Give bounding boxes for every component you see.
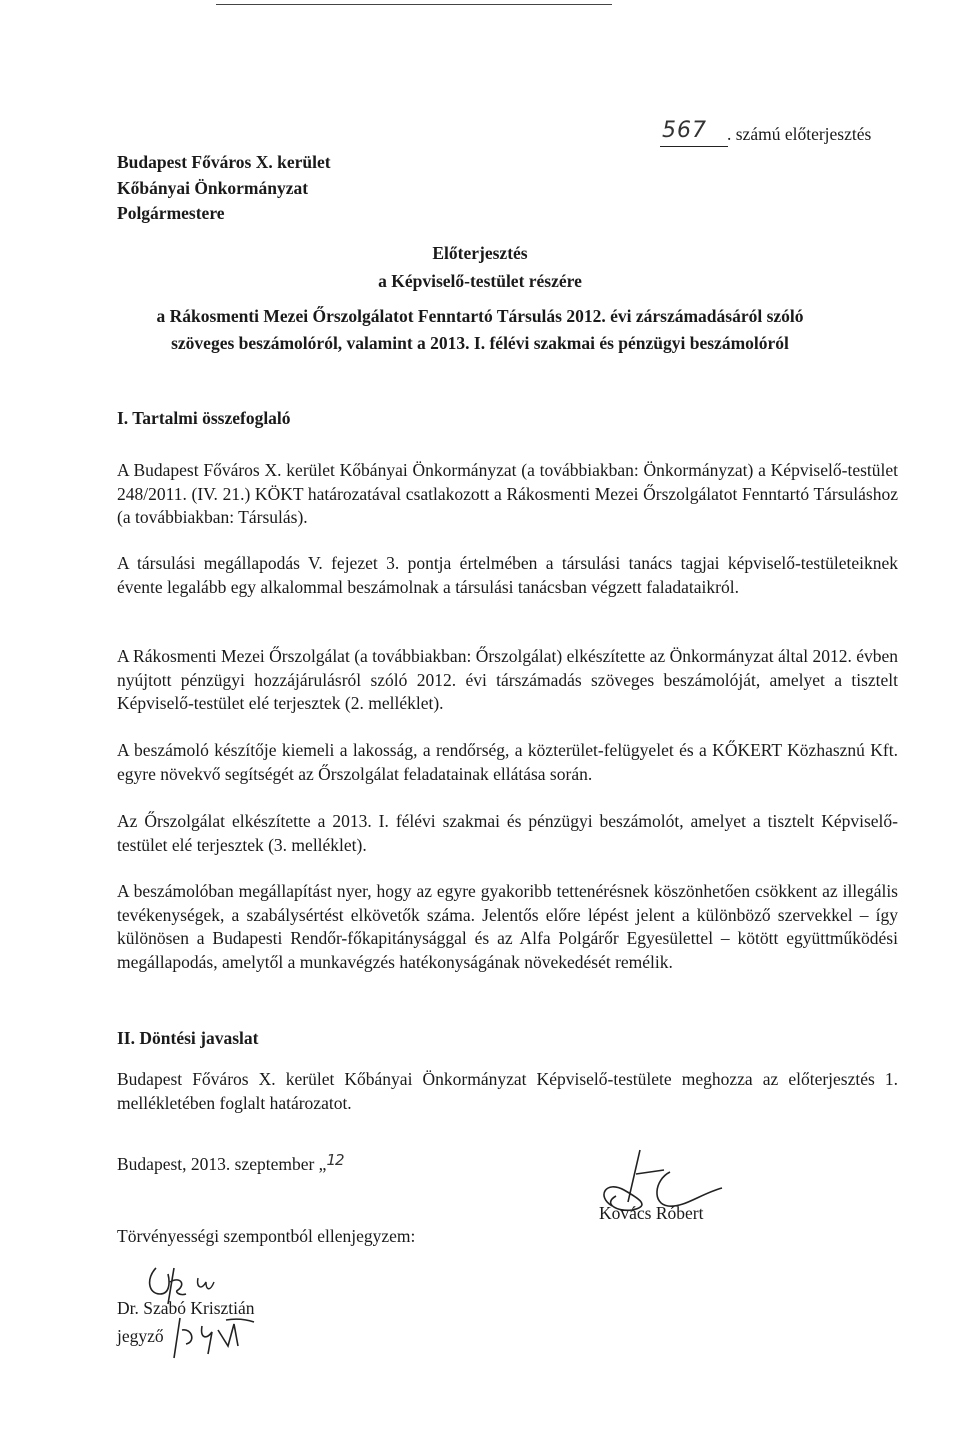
doc-addressee: a Képviselő-testület részére	[378, 271, 582, 291]
notary-initials-icon	[168, 1312, 258, 1362]
document-number-underline	[660, 146, 728, 147]
paragraph-1: A Budapest Főváros X. kerület Kőbányai Önkormányzat (a továbbiakban: Önkormányzat) a Képviselő-testület 248/2011. (IV. 21.) KÖKT határozatával csatlakozott a Rákosmenti Mezei Őrszolgálatot Fenntartó Társuláshoz (a továbbiakban: Társulás).	[117, 460, 898, 527]
document-number-label: . számú előterjesztés	[727, 124, 872, 144]
mayor-name: Kovács Róbert	[599, 1203, 704, 1223]
date-line	[117, 1151, 344, 1175]
date-handwritten: 12	[326, 1151, 344, 1169]
paragraph-4: A beszámoló készítője kiemeli a lakosság, a rendőrség, a közterület-felügyelet és a KŐKERT Közhasznú Kft. egyre növekvő segítségét az Őrszolgálat feladatainak ellátása során.	[117, 740, 898, 784]
paragraph-3: A Rákosmenti Mezei Őrszolgálat (a továbbiakban: Őrszolgálat) elkészítette az Önkormányzat által 2012. évben nyújtott pénzügyi hozzájárulásról szóló 2012. évi társzámadás szöveges beszámolóját, amelyet a tisztelt Képviselő-testület elé terjesztek (2. melléklet).	[117, 646, 898, 713]
issuer-block	[117, 150, 331, 227]
issuer-line-3: Polgármestere	[117, 203, 225, 223]
paragraph-5: Az Őrszolgálat elkészítette a 2013. I. félévi szakmai és pénzügyi beszámolót, amelyet a tisztelt Képviselő-testület elé terjesztek (3. melléklet).	[117, 811, 898, 855]
doc-subject-line-1: a Rákosmenti Mezei Őrszolgálatot Fenntartó Társulás 2012. évi zárszámadásáról szóló	[156, 306, 804, 326]
doc-title: Előterjesztés	[432, 243, 528, 263]
doc-subject-line-2: szöveges beszámolóról, valamint a 2013. I. félévi szakmai és pénzügyi beszámolóról	[171, 333, 789, 353]
scan-top-line	[216, 4, 612, 5]
issuer-line-2: Kőbányai Önkormányzat	[117, 177, 309, 198]
notary-title: jegyző	[117, 1326, 164, 1346]
paragraph-6: A beszámolóban megállapítást nyer, hogy az egyre gyakoribb tettenérésnek köszönhetően csökkent az illegális tevékenységek, a szabálysértést elkövetők száma. Jelentős előre lépést jelent a különböző szervekkel – így különösen a Budapesti Rendőr-főkapitánysággal és az Alfa Polgárőr Egyesülettel – kötött együttműködési megállapodás, amelytől a munkavégzés hatékonyságának növekedését remélik.	[117, 881, 898, 972]
legality-text: Törvényességi szempontból ellenjegyzem:	[117, 1226, 416, 1246]
date-text: Budapest, 2013. szeptember „	[117, 1154, 327, 1174]
issuer-line-1: Budapest Főváros X. kerület	[117, 152, 331, 172]
section-heading-proposal: II. Döntési javaslat	[117, 1028, 259, 1048]
notary-name: Dr. Szabó Krisztián	[117, 1298, 255, 1318]
document-number-handwritten: 567	[662, 118, 707, 143]
paragraph-2: A társulási megállapodás V. fejezet 3. pontja értelmében a társulási tanács tagjai képviselő-testületeiknek évente legalább egy alkalommal beszámolnak a társulási tanácsban végzett faladataikról.	[117, 553, 898, 597]
section-heading-summary: I. Tartalmi összefoglaló	[117, 408, 291, 428]
proposal-paragraph: Budapest Főváros X. kerület Kőbányai Önkormányzat Képviselő-testülete meghozza az előterjesztés 1. mellékletében foglalt határozatot.	[117, 1069, 898, 1113]
